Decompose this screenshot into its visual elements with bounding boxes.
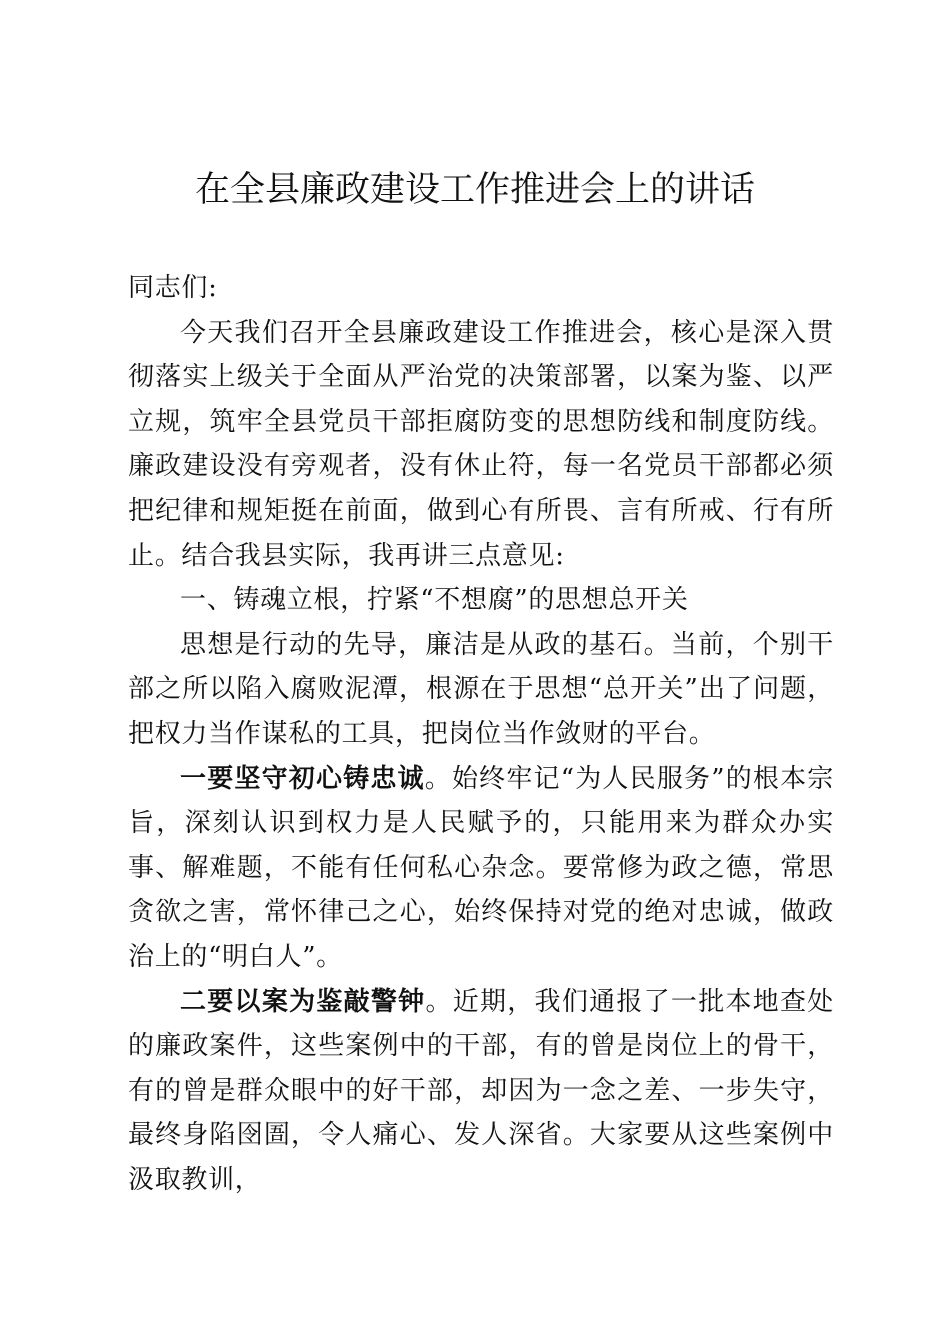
section-heading-1 [128,578,834,623]
paragraph-point-2 [128,980,834,1203]
paragraph-point-1 [128,757,834,980]
point-lead: 二要以案为鉴敲警钟 [180,986,426,1017]
paragraph-intro [128,311,834,579]
section-heading-text: 一、铸魂立根，拧紧“不想腐”的思想总开关 [180,585,689,616]
document-body [128,266,834,1202]
point-lead: 一要坚守初心铸忠诚 [180,763,425,794]
document-title: 在全县廉政建设工作推进会上的讲话 [194,170,755,210]
paragraph-text: 。始终牢记“为人民服务”的根本宗旨，深刻认识到权力是人民赋予的，只能用来为群众办实事、解难题，不能有任何私心杂念。要常修为政之德，常思贪欲之害，常怀律己之心，始终保持对党的绝对忠诚，做政治上的“明白人”。 [128,763,834,972]
paragraph-section-1-intro [128,623,834,757]
paragraph-text: 今天我们召开全县廉政建设工作推进会，核心是深入贯彻落实上级关于全面从严治党的决策部署，以案为鉴、以严立规，筑牢全县党员干部拒腐防变的思想防线和制度防线。廉政建设没有旁观者，没有休止符，每一名党员干部都必须把纪律和规矩挺在前面，做到心有所畏、言有所戒、行有所止。结合我县实际，我再讲三点意见: [128,317,834,571]
paragraph-text: 思想是行动的先导，廉洁是从政的基石。当前，个别干部之所以陷入腐败泥潭，根源在于思想“总开关”出了问题，把权力当作谋私的工具，把岗位当作敛财的平台。 [128,629,834,749]
paragraph-text: 。近期，我们通报了一批本地查处的廉政案件，这些案例中的干部，有的曾是岗位上的骨干，有的曾是群众眼中的好干部，却因为一念之差、一步失守，最终身陷囹圄，令人痛心、发人深省。大家要从这些案例中汲取教训， [128,986,834,1195]
salutation: 同志们: [128,273,218,303]
